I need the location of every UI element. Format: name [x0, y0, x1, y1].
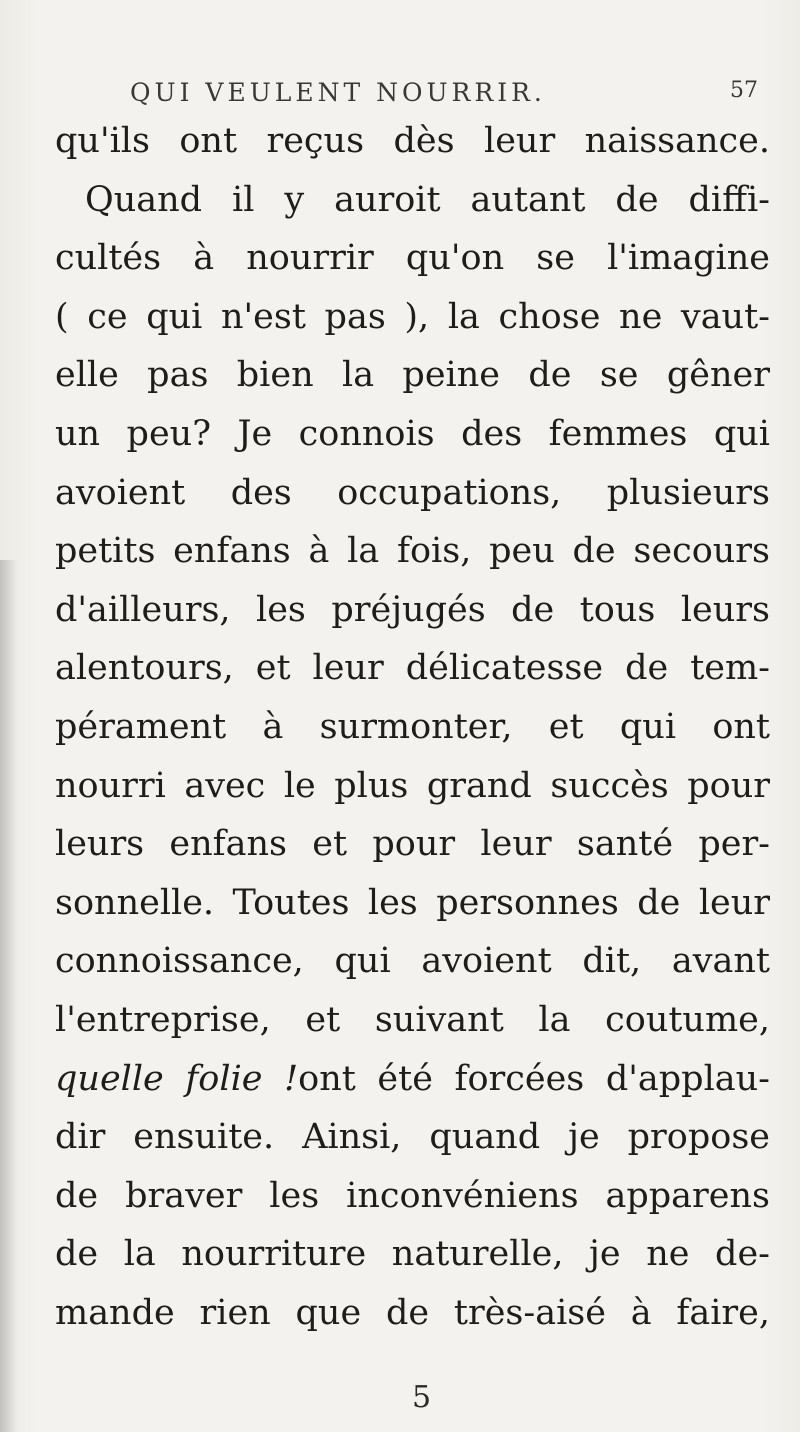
- running-title: QUI VEULENT NOURRIR.: [130, 78, 546, 107]
- text-line: mande rien que de très-aisé à faire,: [55, 1292, 770, 1333]
- text-line: cultés à nourrir qu'on se l'imagine: [55, 238, 770, 279]
- text-line: de braver les inconvéniens apparens: [55, 1175, 770, 1216]
- text-line: elle pas bien la peine de se gêner: [55, 355, 770, 396]
- text-line: dir ensuite. Ainsi, quand je propose: [55, 1117, 770, 1158]
- text-line: qu'ils ont reçus dès leur naissance.: [55, 121, 770, 161]
- text-line: pérament à surmonter, et qui ont: [55, 706, 770, 747]
- text-line: petits enfans à la fois, peu de secours: [55, 531, 770, 572]
- text-line: l'entreprise, et suivant la coutume,: [55, 999, 770, 1040]
- text-line: leurs enfans et pour leur santé per-: [55, 824, 770, 865]
- page-spine-shadow: [0, 560, 18, 1432]
- signature-mark: 5: [412, 1380, 432, 1415]
- page-number: 57: [730, 78, 758, 103]
- text-line: d'ailleurs, les préjugés de tous leurs: [55, 589, 770, 630]
- text-line: ( ce qui n'est pas ), la chose ne vaut-: [55, 296, 770, 337]
- text-line: connoissance, qui avoient dit, avant: [55, 941, 770, 982]
- text-line: un peu? Je connois des femmes qui: [55, 413, 770, 454]
- text-line: de la nourriture naturelle, je ne de-: [55, 1234, 770, 1275]
- text-line-mixed: [55, 1050, 770, 1109]
- italic-exclamation: quelle folie !: [55, 1058, 299, 1099]
- body-text: [55, 112, 770, 1342]
- text-line: avoient des occupations, plusieurs: [55, 472, 770, 513]
- text-line: Quand il y auroit autant de diffi-: [85, 179, 770, 220]
- text-line: sonnelle. Toutes les personnes de leur: [55, 882, 770, 923]
- line-continuation: ont été forcées d'applau-: [298, 1058, 770, 1099]
- text-line: alentours, et leur délicatesse de tem-: [55, 648, 770, 689]
- text-line: nourri avec le plus grand succès pour: [55, 765, 770, 806]
